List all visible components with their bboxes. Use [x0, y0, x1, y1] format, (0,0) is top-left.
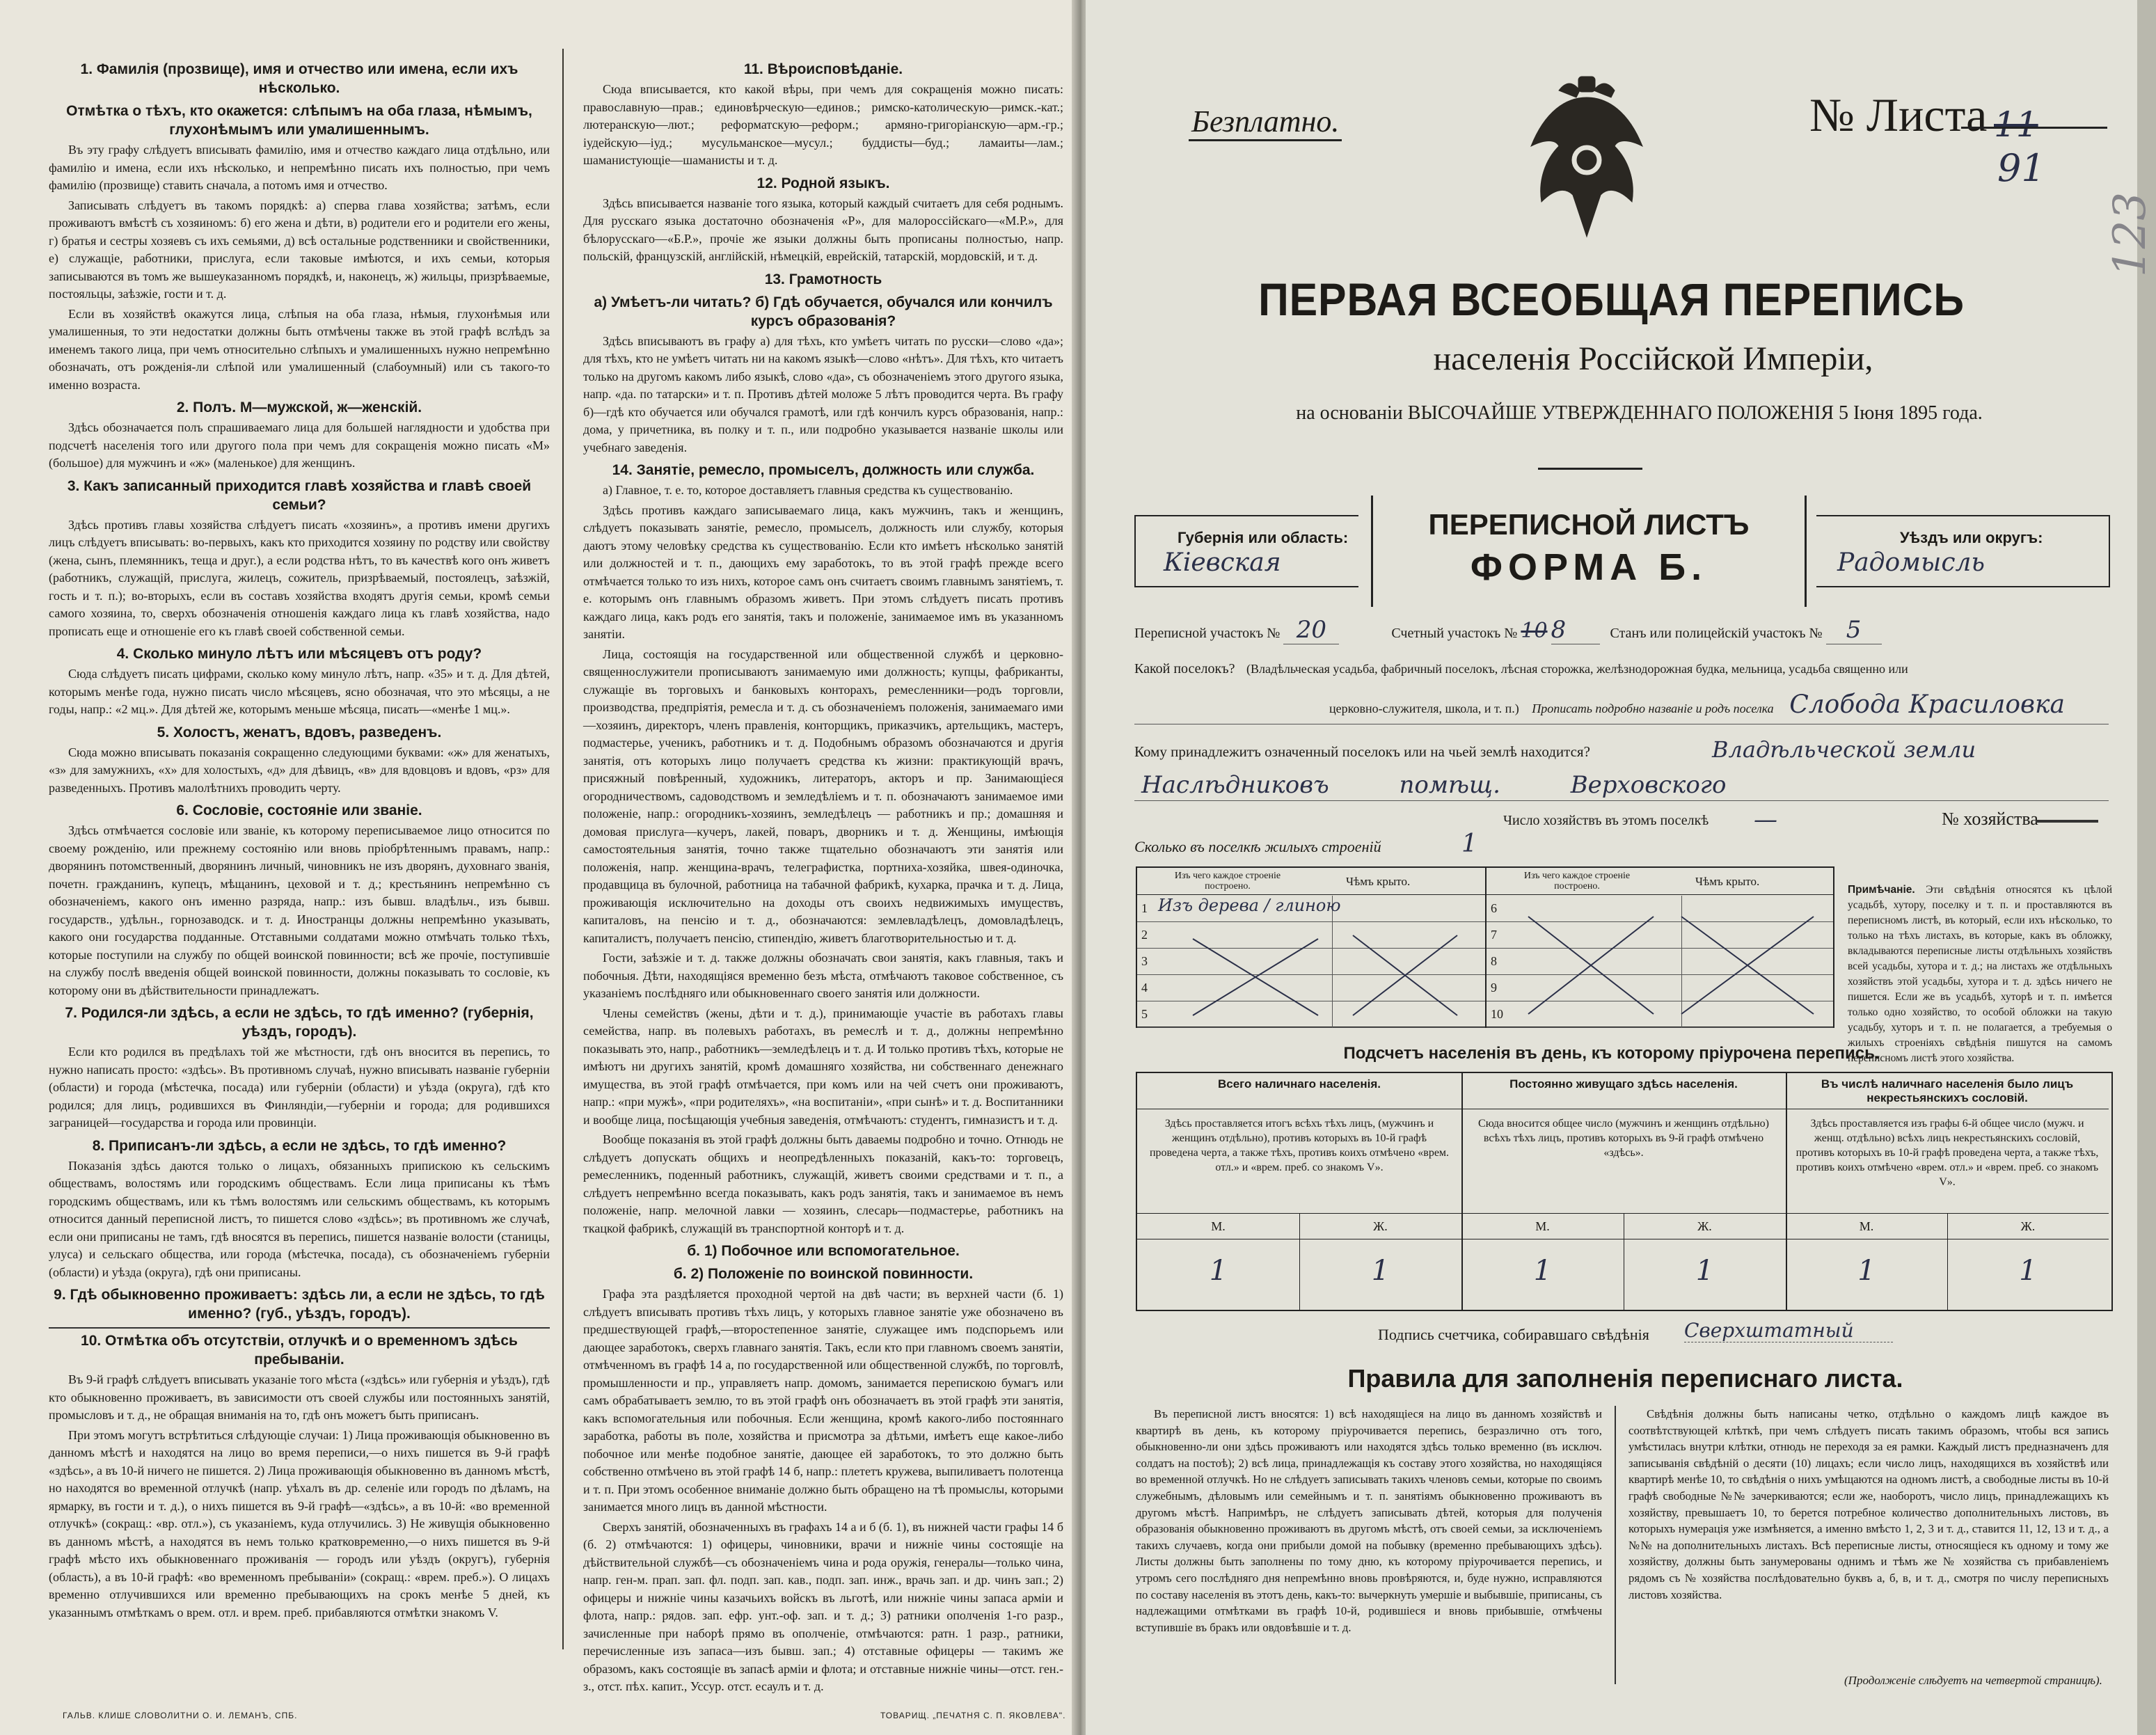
- buildings-value: 1: [1461, 830, 1477, 858]
- instruction-paragraph: Если въ хозяйствѣ окажутся лица, слѣпыя на оба глаза, нѣмыя, глухонѣмыя или умалишенныя, то эти недостатки должны быть отмѣчены также въ этой графѣ вслѣдъ за именемъ такого лица, при чемъ относительно слѣпыхъ и умалишенныхъ нужно непремѣнно обозначать, отъ рожденія-ли слѣпой или умалишенный (слабоумный) или съ такого-то именно возраста.: [49, 306, 550, 392]
- instruction-heading: 13. Грамотность: [764, 271, 882, 287]
- households-value: —: [1754, 806, 1777, 834]
- instruction-paragraph: Если кто родился въ предѣлахъ той же мѣстности, гдѣ онъ вносится въ перепись, то нужно написать просто: «здѣсь». Въ противномъ случаѣ, нужно вписывать названіе губерніи (области) и города (мѣстечка, посада) или губерніи (области) и уѣзда (округа), гдѣ кто родился; для лицъ, родившихся въ Финляндіи,—губерніи и города; для родившихся заграницей—государства и города или провинціи.: [49, 1045, 550, 1130]
- title-rule: [1538, 468, 1642, 470]
- note-title: Примѣчаніе.: [1848, 884, 1915, 896]
- buildings-header-left: [1137, 868, 1485, 895]
- instruction-heading: 9. Гдѣ обыкновенно проживаетъ: здѣсь ли, а если не здѣсь, то гдѣ именно? (губ., уѣздъ, городъ).: [54, 1287, 545, 1322]
- uchastok-value: 20: [1283, 616, 1339, 644]
- count-column-description: Сюда вносится общее число (мужчинъ и женщинъ отдѣльно) всѣхъ тѣхъ лицъ, противъ которыхъ въ 9-й графѣ отмѣчено «здѣсь».: [1461, 1109, 1786, 1214]
- cross-out-mark-right: [1514, 903, 1821, 1021]
- column-divider: [562, 49, 564, 1649]
- poselok-hint-1: (Владѣльческая усадьба, фабричный поселокъ, лѣсная сторожка, желѣзнодорожная будка, мельница, усадьба священно или: [1246, 662, 1908, 676]
- rules-right-text: Свѣдѣнія должны быть написаны четко, отдѣльно о каждомъ лицѣ каждое въ соотвѣтствующей клѣткѣ, при чемъ слѣдуетъ писать такимъ образомъ, чтобы вся запись умѣстилась внутри клѣтки, отнюдь не переходя за ея рамки. Каждый листъ предназначенъ для записыванія свѣдѣній о десяти (10) лицахъ; если число лицъ, находящихся въ хозяйствѣ или квартирѣ менѣе 10, то свѣдѣнія о нихъ умѣщаются на одномъ листѣ, а свободные листы въ 10-й графѣ свободные №№ зачеркиваются; если же, наоборотъ, число лицъ, принадлежащихъ къ хозяйству, превышаетъ 10, то берется потребное количество дополнительныхъ листовъ, въ которыхъ нумерація уже измѣняется, а именно вмѣсто 1, 2, 3 и т. д., ставится 11, 12, 13 и т. д., а №№ на дополнительныхъ листахъ. Всѣ переписные листы, относящіеся къ одному и тому же хозяйству, должны быть занумерованы однимъ и тѣмъ же № хозяйства съ прибавленіемъ рядомъ съ № хозяйства послѣдовательно буквъ а, б, в, и т. д., смотря по числу переписныхъ листовъ хозяйства.: [1628, 1407, 2109, 1601]
- count-column-description: Здѣсь проставляется итогъ всѣхъ тѣхъ лицъ, (мужчинъ и женщинъ отдѣльно), противъ которыхъ въ 10-й графѣ проведена черта, а также тѣхъ, противъ коихъ отмѣчено «врем. отл.» и «врем. преб. со знакомъ V».: [1137, 1109, 1461, 1214]
- count-column-header: Всего наличнаго населенія.: [1137, 1073, 1461, 1109]
- form-subtitle: населенія Россійской Имперіи,: [1433, 340, 1873, 377]
- count-value: 1: [2019, 1255, 2037, 1287]
- instruction-paragraph: Члены семействъ (жены, дѣти и т. д.), принимающіе участіе въ работахъ главы семейства, напр. въ полевыхъ работахъ, въ ремеслѣ и т. д., должны непремѣнно показывать это, напр., работникъ—земледѣлецъ и т. д. И только противъ тѣхъ, которые не имѣютъ ни другихъ занятій, кромѣ домашняго хозяйства, ни собственнаго денежнаго имущества, въ этой графѣ отмѣчается, при комъ или на чей счетъ они проживаютъ, напр.: «при мужѣ», «при родителяхъ», «на воспитаніи», «при сынѣ» и т. д. Воспитанники и вообще лица, посѣщающія учебныя заведенія, отмѣчаютъ: студентъ, гимназистъ и т. д.: [583, 1006, 1063, 1127]
- count-sex-label: Ж.: [1624, 1214, 1786, 1239]
- poselok-hint-3: Прописать подробно названіе и родъ поселка: [1532, 702, 1774, 715]
- count-column-header: Въ числѣ наличнаго населенія было лицъ некрестьянскихъ сословій.: [1786, 1073, 2109, 1109]
- uezd-value: Радомысль: [1837, 548, 1985, 577]
- count-value: 1: [1533, 1255, 1552, 1287]
- building-row-number: 6: [1491, 901, 1497, 915]
- buildings-table-left: [1137, 868, 1487, 1027]
- uezd-label: Уѣздъ или округъ:: [1900, 529, 2043, 546]
- owner-label: Кому принадлежитъ означенный поселокъ или на чьей землѣ находится?: [1134, 743, 1590, 760]
- form-legal-basis: на основаніи ВЫСОЧАЙШЕ УТВЕРЖДЕННАГО ПОЛОЖЕНІЯ 5 Іюня 1895 года.: [1296, 402, 1983, 424]
- stan-label: Станъ или полицейскій участокъ №: [1610, 626, 1823, 641]
- rules-left-text: Въ переписной листъ вносятся: 1) всѣ находящіеся на лицо въ данномъ хозяйствѣ и квартирѣ въ день, къ которому пріурочивается перепись, безразлично отъ того, обыкновенно-ли они здѣсь проживаютъ или находятся здѣсь только временно (въ исключ. солдатъ на постоѣ); 2) всѣ лица, принадлежащія къ составу этого хозяйства, но находящіяся во временной отлучкѣ. Но не слѣдуетъ записывать такихъ членовъ семьи, которые по своимъ служебнымъ, дѣловымъ или семейнымъ и т. п. занятіямъ обыкновенно проживаютъ въ другомъ мѣстѣ. Напримѣръ, не слѣдуетъ записывать дѣтей, которыя для полученія образованія обыкновенно проживаютъ въ другомъ мѣстѣ, отъ своей семьи, за исключеніемъ такихъ случаевъ, когда они прибыли домой на побывку (временно пребывающихъ здѣсь). Листы должны быть заполнены по тому дню, къ которому пріурочивается перепись, и утромъ сего послѣдняго дня непремѣнно вновь провѣряются, и, буде нужно, исправляются по составу населенія въ этотъ день, какъ-то: вычеркнуть умершіе и выбывшіе, приписаны, съ надлежащими отмѣтками въ графѣ 10-й, родившіеся и вновь прибывшіе, отмѣчены вступившіе въ бракъ или овдовѣвшіе и т. д.: [1136, 1407, 1602, 1634]
- households-label: Число хозяйствъ въ этомъ поселкѣ: [1503, 813, 1709, 828]
- building-row-number: 8: [1491, 954, 1497, 968]
- building-row-number: 9: [1491, 981, 1497, 995]
- form-title-line-1: ПЕРЕПИСНОЙ ЛИСТЪ: [1428, 508, 1750, 541]
- poselok-label: Какой поселокъ?: [1134, 661, 1235, 676]
- sheet-number-crossed: 11: [1994, 104, 2038, 145]
- instruction-heading: Отмѣтка о тѣхъ, кто окажется: слѣпымъ на оба глаза, нѣмымъ, глухонѣмымъ или умалишеннымъ.: [66, 103, 532, 138]
- instruction-paragraph: Сюда можно вписывать показанія сокращенно следующими буквами: «ж» для женатыхъ, «з» для замужнихъ, «х» для холостыхъ, «д» для дѣвицъ, «в» для вдовцовъ и вдовъ, «рз» для разведенныхъ. Противъ малолѣтнихъ проводить черту.: [49, 745, 550, 795]
- count-column-description: Здѣсь проставляется изъ графы 6-й общее число (мужч. и женщ. отдѣльно) всѣхъ лицъ некрестьянскихъ сословій, противъ которыхъ въ 10-й графѣ проведена черта, а также тѣхъ, противъ коихъ отмѣчено «врем. отл.» и «врем. преб. со знакомъ V».: [1786, 1109, 2109, 1214]
- count-table: [1136, 1072, 2113, 1311]
- signature-label: Подпись счетчика, собиравшаго свѣдѣнія: [1378, 1326, 1649, 1343]
- count-column: [1137, 1073, 1463, 1310]
- count-cell: [1786, 1214, 1948, 1310]
- buildings-note: [1848, 882, 2112, 1066]
- instruction-paragraph: а) Главное, т. е. то, которое доставляетъ главныя средства къ существованію.: [603, 483, 1013, 497]
- count-value: 1: [1209, 1255, 1228, 1287]
- count-title: Подсчетъ населенія въ день, къ которому пріурочена перепись.: [1343, 1044, 1880, 1063]
- printer-imprint-left: ГАЛЬВ. КЛИШЕ СЛОВОЛИТНИ О. И. ЛЕМАНЪ, СПБ.: [63, 1711, 298, 1720]
- rules-divider: [1615, 1406, 1616, 1684]
- instructions-column-2: [583, 56, 1063, 1698]
- count-column: [1786, 1073, 2109, 1310]
- count-sex-label: М.: [1786, 1214, 1947, 1239]
- instruction-paragraph: Здѣсь обозначается полъ спрашиваемаго лица для большей наглядности и удобства при подсчетѣ населенія того или другого пола при чемъ для сокращенія можно писать «М» (большое) для мужчинъ и «ж» (маленькое) для женщинъ.: [49, 420, 550, 470]
- settlement-line-2: [1134, 690, 2123, 719]
- sheet-number-label: № Листа: [1809, 88, 1988, 141]
- instruction-heading: 4. Сколько минуло лѣтъ или мѣсяцевъ отъ роду?: [116, 646, 482, 662]
- form-type-box: [1371, 496, 1807, 607]
- uchastok-label: Переписной участокъ №: [1134, 626, 1281, 641]
- uezd-box: [1816, 515, 2110, 587]
- buildings-label: Сколько въ поселкѣ жилыхъ строеній: [1134, 838, 1381, 855]
- instruction-heading: 14. Занятіе, ремесло, промыселъ, должность или служба.: [612, 462, 1035, 478]
- schetny-label: Счетный участокъ №: [1391, 626, 1518, 641]
- instruction-paragraph: Графа эта раздѣляется проходной чертой на двѣ части; въ верхней части (б. 1) слѣдуетъ вписывать противъ тѣхъ лицъ, у которыхъ главное занятіе уже обозначено въ предшествующей графѣ,—второстепенное занятіе, служащее имъ подспорьемъ или дающее заработокъ, сверхъ главнаго занятія. Такъ, если кто при главномъ своемъ занятіи, отмѣченномъ въ графѣ 14 а, по государственной или общественной службѣ, по торговлѣ, промышленности и пр., управляетъ напр. домомъ, занимается перепискою бумагъ или самъ обрабатываетъ землю, то въ этой графѣ онъ обозначаетъ въ этой графѣ эти занятія, какъ вспомогательныя или побочныя. Если женщина, кромѣ какого-либо постояннаго заработка, работы въ поле, хозяйства и присмотра за дѣтьми, имѣетъ еще какое-либо побочное или менѣе подобное занятіе, дающее ей заработокъ, то это должно быть собственно отмѣчено въ этой графѣ 14 б, напр.: плететъ кружева, выпиливаетъ полотенца и т. п. При этомъ особенное вниманіе должно быть обращено на тѣ промыслы, которыми занимается много лицъ въ данной мѣстности.: [583, 1287, 1063, 1514]
- buildings-header-right: [1487, 868, 1833, 895]
- signature-value: Сверхштатный: [1684, 1319, 1893, 1342]
- count-sex-label: М.: [1137, 1214, 1299, 1239]
- instruction-paragraph: Записывать слѣдуетъ въ такомъ порядкѣ: а) сперва глава хозяйства; затѣмъ, если проживаютъ вмѣстѣ съ хозяиномъ: б) его жена и дѣти, в) родители его и родители его жены, г) братья и сестры хозяевъ съ ихъ семьями, д) всѣ остальные родственники и свойственники, е) служащіе, работники, прислуга, если таковые имѣются, и ихъ семьи, которыя записываются въ томъ же вышеуказанномъ порядкѣ, и, наконецъ, ж) жильцы, призрѣваемые, постояльцы, заѣзжіе, гости и т. д.: [49, 198, 550, 301]
- instruction-q10-heading: 10. Отмѣтка объ отсутствіи, отлучкѣ и о временномъ здѣсь пребываніи.: [49, 1327, 550, 1369]
- instruction-paragraph: Здѣсь отмѣчается сословіе или званіе, къ которому переписываемое лицо относится по своему рожденію, или прежнему состоянію или вновь пріобрѣтеннымъ правамъ, напр.: дворянинъ потомственный, дворянинъ личный, чиновникъ не изъ дворянъ, духовнаго званія, почетн. гражданинъ, купецъ, мѣщанинъ, цеховой и т. д.; крестьянинъ непремѣнно съ обозначеніемъ, какого онъ именно разряда, напр.: изъ бывш. владѣльч., изъ бывш. государств., удѣльн., горнозаводск. и т. д. Иностранцы должны непремѣнно указывать, какого они государства подданные. Отставными солдатами можно отмѣчать только тѣхъ, которые поступили на службу по общей воинской повинности; всѣ же прочіе, поступившіе на службу послѣ введенія общей воинской повинности, должны показывать то сословіе, къ которому они въ дѣйствительности принадлежатъ.: [49, 823, 550, 997]
- count-cell: [1299, 1214, 1461, 1310]
- build-col2-label: Чѣмъ крыто.: [1346, 875, 1411, 888]
- poselok-value: Слобода Красиловка: [1789, 690, 2065, 719]
- building-row-number: 3: [1141, 954, 1148, 968]
- form-main-title: ПЕРВАЯ ВСЕОБЩАЯ ПЕРЕПИСЬ: [1258, 274, 1965, 325]
- build-col2-label-right: Чѣмъ крыто.: [1695, 875, 1760, 888]
- instruction-heading: б. 2) Положеніе по воинской повинности.: [673, 1266, 974, 1282]
- instruction-heading: 6. Сословіе, состояніе или званіе.: [176, 802, 422, 818]
- schetny-value: 8: [1551, 616, 1600, 644]
- count-column-header: Постоянно живущаго здѣсь населенія.: [1461, 1073, 1786, 1109]
- instruction-heading: 11. Вѣроисповѣданіе.: [743, 61, 903, 77]
- building-1-material: Изъ дерева / глиною: [1158, 896, 1341, 915]
- settlement-line: [1134, 661, 2123, 677]
- instruction-heading: б. 1) Побочное или вспомогательное.: [687, 1243, 960, 1259]
- instruction-paragraph: Гости, заѣзжіе и т. д. также должны обозначать свои занятія, какъ главныя, такъ и побочныя. Дѣти, находящіяся временно безъ мѣста, отмѣчаютъ таковое собственное, съ указаніемъ послѣдняго или обыкновеннаго своего занятія или должности.: [583, 951, 1063, 1000]
- printer-imprint-right: ТОВАРИЩ. „ПЕЧАТНЯ С. П. ЯКОВЛЕВА".: [880, 1711, 1066, 1720]
- sheet-number-handwritten: 91: [1997, 146, 2045, 190]
- building-row-number: 5: [1141, 1007, 1148, 1021]
- schetny-crossed: 10: [1521, 619, 1548, 643]
- district-line: [1134, 616, 2109, 644]
- free-label: Безплатно.: [1189, 104, 1342, 141]
- count-sex-label: М.: [1461, 1214, 1624, 1239]
- pencil-side-number: 123: [2105, 191, 2156, 278]
- build-col1-label: Изъ чего каждое строеніе построено.: [1174, 871, 1281, 892]
- instruction-heading: 7. Родился-ли здѣсь, а если не здѣсь, то гдѣ именно? (губернія, уѣздъ, городъ).: [65, 1005, 534, 1040]
- count-value: 1: [1857, 1255, 1876, 1287]
- guberniya-value: Кіевская: [1164, 548, 1281, 577]
- household-number-label: № хозяйства: [1942, 809, 2038, 829]
- count-cell: [1461, 1214, 1624, 1310]
- instruction-paragraph: Въ эту графу слѣдуетъ вписывать фамилію, имя и отчество каждаго лица отдѣльно, или фамилію и имена, если ихъ нѣсколько, и непремѣнно писать ихъ полностью, при чемъ фамилію (прозвище) ставить сначала, а потомъ имя и отчество.: [49, 143, 550, 192]
- instruction-paragraph: Здѣсь вписывается названіе того языка, который каждый считаетъ для себя роднымъ. Для русскаго языка достаточно обозначенія «Р», для малороссійскаго—«М.Р.», для бѣлорусскаго—«Б.Р.», прочіе же языки должны быть прописаны полностью, напр. польскій, французскій, англійскій, нѣмецкій, еврейскій, татарскій, мордовскій, и т. д.: [583, 196, 1063, 263]
- census-form-page: [1086, 0, 2156, 1735]
- owner-value-1: Владѣльческой земли: [1712, 736, 1976, 763]
- instructions-column-1: [49, 56, 550, 1698]
- sheet-number-underline: [1961, 127, 2107, 129]
- count-sex-label: Ж.: [1299, 1214, 1461, 1239]
- instruction-paragraph: Сюда слѣдуетъ писать цифрами, сколько кому минуло лѣтъ, напр. «35» и т. д. Для дѣтей, которымъ менѣе года, нужно писать число мѣсяцевъ, ясно обозначая, что это мѣсяцы, а не годы, напр.: «2 мц.». Для дѣтей же, которымъ меньше мѣсяца, писать—«менѣе 1 мц.».: [49, 667, 550, 716]
- building-row-number: 1: [1141, 901, 1148, 915]
- instruction-paragraph: Въ 9-й графѣ слѣдуетъ вписывать указаніе того мѣста («здѣсь» или губернія и уѣздъ), гдѣ кто обыкновенно проживаетъ, въ зависимости отъ своей службы или постоянныхъ занятій, промысловъ и т. д., не обращая вниманія на то, гдѣ онъ можетъ быть приписанъ.: [49, 1372, 550, 1422]
- rules-continued: (Продолженіе слѣдуетъ на четвертой страницѣ).: [1844, 1674, 2102, 1687]
- rules-title: Правила для заполненія переписнаго листа.: [1347, 1364, 1903, 1393]
- buildings-table-right: [1487, 868, 1833, 1027]
- building-row-number: 10: [1491, 1007, 1503, 1021]
- building-row-number: 4: [1141, 981, 1148, 995]
- double-headed-eagle-emblem: [1517, 70, 1656, 251]
- buildings-table: [1136, 866, 1834, 1028]
- poselok-hint-2: церковно-служителя, школа, и т. п.): [1329, 702, 1519, 715]
- count-sex-label: Ж.: [1947, 1214, 2109, 1239]
- guberniya-label: Губернія или область:: [1178, 529, 1349, 546]
- count-value: 1: [1371, 1255, 1390, 1287]
- instruction-paragraph: При этомъ могутъ встрѣтиться слѣдующіе случаи: 1) Лица проживающія обыкновенно въ данномъ мѣстѣ и находятся на лицо во время переписи,—о нихъ пишется въ 9-й графѣ «здѣсь», а въ 10-й ничего не пишется. 2) Лица проживающія обыкновенно въ данномъ мѣстѣ, но находятся во временной отлучкѣ (напр. уѣхалъ въ др. селеніе или городъ по дѣламъ, на ярмарку, въ гости и т. д.), о нихъ пишется въ 9-й графѣ—«здѣсь», а въ 10-й: «во временной отлучкѣ» (сокращ.: «вр. отл.»), съ указаніемъ, куда отлучились. 3) Не живущія обыкновенно въ данномъ мѣстѣ, а находятся въ немъ только кратковременно,—о нихъ пишется въ 9-й графѣ мѣсто ихъ обыкновеннаго проживанія — городъ или уѣздъ (округъ), губернія (область), а въ 10-й графѣ: «во временномъ пребываніи» (сокращ.: «врем. преб.»). О лицахъ временно отлучившихся или временно пребывающихъ на срокъ менѣе 5 дней, къ указаннымъ отмѣткамъ о врем. отл. и врем. преб. прибавляются отмѣтки знакомъ V.: [49, 1427, 550, 1619]
- note-text: Эти свѣдѣнія относятся къ цѣлой усадьбѣ, хутору, поселку и т. п. и проставляются въ переписномъ листѣ, въ который, если ихъ нѣсколько, то только на тѣхъ листахъ, въ которые, какъ въ обложку, вкладываются переписные листы отдѣльныхъ хозяйствъ всей усадьбы, хутора и т. д.; на листахъ же отдѣльныхъ хозяйствъ этой усадьбы, хутора и т. д. здѣсь ничего не пишется. Если же въ усадьбѣ, хуторѣ и т. п. имѣется только одно хозяйство, то особой обложки на такую усадьбу, хуторъ и т. п. не полагается, а требуемыя о жилыхъ строеніяхъ свѣдѣнія пишутся на самомъ переписномъ листѣ этого хозяйства.: [1848, 884, 2112, 1064]
- building-row-number: 2: [1141, 928, 1148, 942]
- household-number-strike: [2036, 820, 2098, 823]
- build-col1-label-right: Изъ чего каждое строеніе построено.: [1523, 871, 1631, 892]
- owner-value-2: Наслѣдниковъ помѣщ. Верховского: [1141, 771, 1727, 799]
- guberniya-box: [1134, 515, 1358, 587]
- instruction-heading: 3. Какъ записанный приходится главѣ хозяйства и главѣ своей семьи?: [67, 477, 532, 513]
- instruction-paragraph: Здѣсь вписываютъ въ графу а) для тѣхъ, кто умѣетъ читать по русски—слово «да»; для тѣхъ, кто не умѣетъ читать ни на какомъ языкѣ—слово «нѣтъ». Для тѣхъ, кто читаетъ только на другомъ какомъ либо языкѣ, слово «да», съ обозначеніемъ этого другого языка, напр. «да. по татарски» и т. п. Противъ дѣтей моложе 5 лѣтъ проводится черта. Въ графу б)—гдѣ кто обучается или обучался грамотѣ, или гдѣ кончилъ курсъ образованія, напр.: дома, у причетника, въ полку и т. п., или подробно указывается названіе школы или учебнаго заведенія.: [583, 333, 1063, 454]
- count-value: 1: [1695, 1255, 1714, 1287]
- instruction-heading: а) Умѣетъ-ли читать? б) Гдѣ обучается, обучался или кончилъ курсъ образованія?: [594, 294, 1053, 329]
- count-cell: [1137, 1214, 1300, 1310]
- owner-underline: [1134, 800, 2109, 801]
- count-column: [1461, 1073, 1787, 1310]
- cross-out-mark-left: [1179, 925, 1471, 1022]
- instruction-paragraph: Сверхъ занятій, обозначенныхъ въ графахъ 14 а и б (б. 1), въ нижней части графы 14 б (б. 2) отмѣчаются: 1) офицеры, чиновники, врачи и нижніе чины состоящіе на дѣйствительной службѣ—съ обозначеніемъ чина и рода оружія, генералы—только чина, напр. ген-м. прап. зап. фл. подп. зап. кав., подп. зап. инж., врачь зап. и др. чинъ зап.; 2) офицеры и нижніе чины казачьихъ войскъ въ льготѣ, или нижніе чины запаса армiи и флота, напр.: рядов. зап. ефр. унт.-оф. зап. и т. д.; 3) ратники ополченія 1-го разр., зачисленные при наборѣ прямо въ ополченіе, отмѣчаются: ратн. 1 разр., ратники, перечисленные изъ запаса—изъ бывш. зап.; 4) отставные офицеры — такимъ же образомъ, какъ состоящіе въ запасѣ армiи и флота; и отставные нижніе чины—отст. ген.-з., отст. пѣх. капит., Уссур. отст. есаулъ и т. д.: [583, 1519, 1063, 1693]
- instruction-paragraph: Здѣсь противъ каждаго записываемаго лица, какъ мужчинъ, такъ и женщинъ, слѣдуетъ показывать занятіе, ремесло, промыселъ, должность или службу, которыя даютъ этому человѣку средства къ существованію. Если кто имѣетъ нѣсколько занятій или должностей и т. п., дающихъ ему заработокъ, то въ этой графѣ прежде всего отмѣчается только то изъ нихъ, которое самъ онъ считаетъ своимъ главнымъ занятіемъ, т. е. которымъ онъ главнымъ образомъ живетъ. При этомъ слѣдуетъ писать противъ каждаго лица, какъ родъ его занятія, такъ и положеніе, занимаемое имъ въ указанномъ занятіи.: [583, 502, 1063, 641]
- instruction-paragraph: Вообще показанія въ этой графѣ должны быть даваемы подробно и точно. Отнюдь не слѣдуетъ допускать общихъ и неопредѣленныхъ показаній, какъ-то: торговецъ, ремесленникъ, поденный работникъ, служащій, живетъ своими средствами и т. п., а слѣдуетъ непремѣнно всегда показывать, какъ родъ занятія, такъ и занимаемое въ немъ положеніе, напр. мелочной лавки — хозяинъ, слесарь—подмастерье, работникъ на ткацкой фабрикѣ, служащій въ транспортной конторѣ и т. д.: [583, 1132, 1063, 1235]
- building-row-number: 7: [1491, 928, 1497, 942]
- instruction-heading: 1. Фамилія (прозвище), имя и отчество или имена, если ихъ нѣсколько.: [80, 61, 518, 96]
- count-cell: [1947, 1214, 2109, 1310]
- instruction-heading: 8. Приписанъ-ли здѣсь, а если не здѣсь, то гдѣ именно?: [92, 1137, 507, 1154]
- instruction-paragraph: Здѣсь противъ главы хозяйства слѣдуетъ писать «хозяинъ», а противъ имени другихъ лицъ слѣдуетъ вписывать: во-первыхъ, какъ кто приходится хозяину по родству или свойству (жена, сынъ, племянникъ, теща и друг.), а если родства нѣтъ, то въ качествѣ кого онъ живетъ (работникъ, служащій, прислуга, жилецъ, сожитель, призрѣваемый, постоялецъ, заѣзжій, гость и т. п.); во-вторыхъ, если въ составъ хозяйства входятъ другія семьи, кромѣ семьи самого хозяина, то, сверхъ обозначенія отношенія каждаго лица къ главѣ хозяйства, надо прописать еще и отношеніе его къ главѣ своей собственной семьи.: [49, 517, 550, 638]
- instruction-paragraph: Показанія здѣсь даются только о лицахъ, обязанныхъ припискою къ сельскимъ обществамъ, волостямъ или городскимъ обществамъ. Если лица приписаны къ тѣмъ городскимъ обществамъ, или къ тѣмъ волостямъ или сельскимъ обществамъ, къ которымъ относится данный переписной листъ, то пишется слово «здѣсь»; въ противномъ же случаѣ, если они приписаны не тамъ, гдѣ вносятся въ перепись, пишется названіе волости (станицы, улуса) и сельскаго общества, или города (мѣстечка, посада), съ обозначеніемъ губерніи (области) и уѣзда (округа), гдѣ они приписаны.: [49, 1158, 550, 1279]
- form-title-line-2: ФОРМА Б.: [1470, 546, 1708, 588]
- instruction-heading: 12. Родной языкъ.: [756, 175, 890, 191]
- stan-value: 5: [1826, 616, 1882, 644]
- instruction-paragraph: Сюда вписывается, кто какой вѣры, при чемъ для сокращенія можно писать: православную—прав.; единовѣрческую—единов.; римско-католическую—римск.-кат.; лютеранскую—лют.; реформатскую—реформ.; армяно-григоріанскую—арм.-гр.; іудейскую—іуд.; мусульманское—мусул.; буддисты—буд.; ламаиты—лам.; шаманистующіе—шаманисты и т. д.: [583, 82, 1063, 167]
- instruction-paragraph: Лица, состоящія на государственной или общественной службѣ и церковно-священнослужители прописываютъ занимаемую ими должность; купцы, фабриканты, служащіе въ торговыхъ и банковыхъ конторахъ, ремесленники—родъ торговли, производства, предпріятія, ремесла и т. д. съ обозначеніемъ положенія, занимаемаго ими—хозяинъ, директоръ, членъ правленія, конторщикъ, приказчикъ, артельщикъ, мастеръ, подмастерье, ученикъ, работникъ и т. д. Подобнымъ образомъ обозначаются и другія занятія, отъ которыхъ лицо получаетъ средства къ жизни: практикующій врачъ, присяжный повѣренный, художникъ, литераторъ, акторъ и пр. Занимающіеся огородничествомъ, садоводствомъ и земледѣліемъ и т. п. обозначаютъ занимаемое ими положеніе, напр.: огородникъ-хозяинъ, земледѣлецъ — работникъ и пр.; домашняя и домовая прислуга—кучеръ, лакей, поваръ, дворникъ и т. д. Женщины, имѣющія самостоятельныя занятія, точно также тщательно обозначаютъ эти занятія или положенія, напр. женщина-врачъ, телеграфистка, портниха-хозяйка, швея-одиночка, продавщица въ булочной, работница на табачной фабрикѣ, кухарка, прачка и т. д. Лица, проживающія исключительно на доходы отъ своихъ недвижимыхъ имуществъ, капиталовъ, на пенсію и т. д., обозначаются: землевладѣлецъ, домовладѣлецъ, капиталистъ, получаетъ пенсію, стипендію, живетъ благотворительностью и т. д.: [583, 647, 1063, 945]
- instruction-heading: 5. Холостъ, женатъ, вдовъ, разведенъ.: [157, 724, 442, 740]
- instruction-heading: 2. Полъ. М—мужской, ж—женскій.: [176, 399, 422, 415]
- instructions-page: [0, 0, 1077, 1735]
- count-cell: [1624, 1214, 1786, 1310]
